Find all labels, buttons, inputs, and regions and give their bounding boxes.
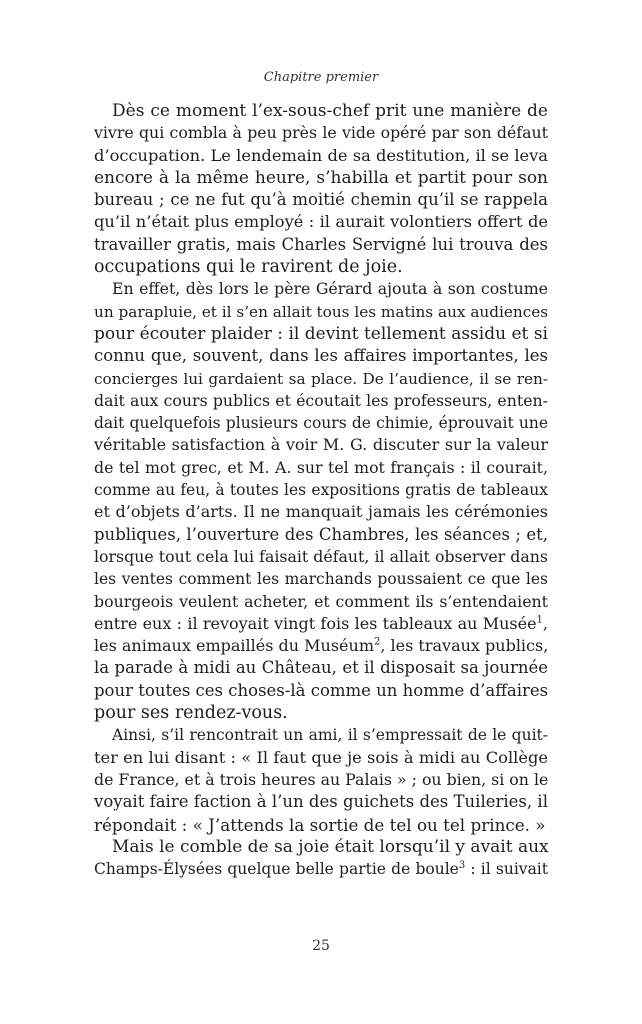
text-run: voyait faire faction à l’un des guichets des Tuileries, il bbox=[94, 792, 548, 812]
text-run: la parade à midi au Château, et il disposait sa journée bbox=[94, 658, 548, 678]
text-run: comme au feu, à toutes les expositions gratis de tableaux bbox=[94, 481, 548, 500]
text-line bbox=[94, 278, 548, 300]
text-run: pour toutes ces choses-là comme un homme d’affaires bbox=[94, 680, 549, 700]
text-line bbox=[94, 501, 548, 523]
text-run: travailler gratis, mais Charles Servigné lui trouva des bbox=[94, 234, 548, 254]
text-run: de France, et à trois heures au Palais » ; ou bien, si on le bbox=[94, 769, 549, 789]
text-line bbox=[94, 702, 548, 724]
text-run: , bbox=[542, 613, 548, 633]
text-run: bureau ; ce ne fut qu’à moitié chemin qu’il se rappela bbox=[94, 190, 548, 210]
text-line bbox=[94, 814, 548, 836]
text-run: les ventes comment les marchands poussaient ce que les bbox=[94, 570, 548, 589]
text-run: un parapluie, et il s’en allait tous les matins aux audiences bbox=[94, 302, 549, 321]
text-line bbox=[94, 657, 548, 679]
text-line bbox=[94, 434, 548, 456]
text-run: répondait : « J’attends la sortie de tel ou tel prince. » bbox=[94, 814, 546, 835]
text-line bbox=[94, 457, 548, 479]
text-run: connu que, souvent, dans les affaires importantes, les bbox=[94, 346, 548, 366]
text-line bbox=[94, 791, 548, 813]
text-run: véritable satisfaction à voir M. G. discuter sur la valeur bbox=[94, 435, 548, 455]
text-run: dait aux cours publics et écoutait les professeurs, enten- bbox=[94, 390, 548, 410]
text-run: Dès ce moment l’ex-sous-chef prit une manière de bbox=[112, 101, 548, 121]
text-run: : il suivait bbox=[465, 860, 548, 879]
body-text bbox=[94, 100, 548, 880]
text-run: vivre qui combla à peu près le vide opéré par son défaut bbox=[94, 123, 548, 143]
text-run: En effet, dès lors le père Gérard ajouta à son costume bbox=[112, 279, 548, 299]
text-line bbox=[94, 858, 548, 880]
text-line bbox=[94, 234, 548, 256]
text-line bbox=[94, 345, 548, 367]
text-line bbox=[94, 613, 548, 635]
text-line bbox=[94, 568, 548, 590]
page-number: 25 bbox=[312, 938, 330, 954]
text-line bbox=[94, 836, 548, 858]
text-line bbox=[94, 100, 548, 122]
text-run: d’occupation. Le lendemain de sa destitution, il se leva bbox=[94, 145, 548, 165]
text-run: publiques, l’ouverture des Chambres, les séances ; et, bbox=[94, 524, 548, 544]
text-run: pour écouter plaider : il devint tellement assidu et si bbox=[94, 323, 548, 344]
text-line bbox=[94, 724, 548, 746]
text-run: qu’il n’était plus employé : il aurait volontiers offert de bbox=[94, 212, 548, 232]
text-line bbox=[94, 145, 548, 167]
text-line bbox=[94, 412, 548, 434]
text-run: lorsque tout cela lui faisait défaut, il allait observer dans bbox=[94, 546, 548, 566]
text-line bbox=[94, 635, 548, 657]
footnote-ref: 2 bbox=[373, 636, 381, 648]
text-run: bourgeois veulent acheter, et comment ils s’entendaient bbox=[94, 591, 548, 611]
text-run: pour ses rendez-vous. bbox=[94, 703, 288, 724]
text-line bbox=[94, 747, 548, 769]
running-header: Chapitre premier bbox=[263, 70, 379, 85]
text-line bbox=[94, 591, 548, 613]
text-run: de tel mot grec, et M. A. sur tel mot français : il courait, bbox=[94, 457, 548, 477]
text-line bbox=[94, 769, 548, 791]
text-line bbox=[94, 524, 548, 546]
text-run: encore à la même heure, s’habilla et partit pour son bbox=[94, 167, 548, 188]
text-line bbox=[94, 122, 548, 144]
text-run: , les travaux publics, bbox=[380, 636, 549, 656]
text-run: les animaux empaillés du Muséum bbox=[94, 636, 374, 656]
footnote-ref: 1 bbox=[536, 614, 543, 626]
text-run: occupations qui le ravirent de joie. bbox=[94, 257, 403, 278]
text-run: ter en lui disant : « Il faut que je sois à midi au Collège bbox=[94, 747, 548, 767]
text-run: Champs-Élysées quelque belle partie de boule bbox=[94, 860, 459, 879]
text-line bbox=[94, 546, 548, 568]
text-run: Mais le comble de sa joie était lorsqu’il y avait aux bbox=[112, 836, 549, 857]
text-run: dait quelquefois plusieurs cours de chimie, éprouvait une bbox=[94, 414, 548, 433]
text-line bbox=[94, 167, 548, 189]
text-line bbox=[94, 301, 548, 323]
text-line bbox=[94, 189, 548, 211]
text-line bbox=[94, 680, 548, 702]
text-line bbox=[94, 256, 548, 278]
text-line bbox=[94, 323, 548, 345]
text-run: Ainsi, s’il rencontrait un ami, il s’empressait de le quit- bbox=[112, 726, 548, 745]
text-run: entre eux : il revoyait vingt fois les tableaux au Musée bbox=[94, 613, 537, 633]
footnote-ref: 3 bbox=[458, 859, 466, 871]
text-line bbox=[94, 211, 548, 233]
text-line bbox=[94, 368, 548, 390]
text-run: concierges lui gardaient sa place. De l’audience, il se ren- bbox=[94, 369, 548, 388]
text-run: et d’objets d’arts. Il ne manquait jamais les cérémonies bbox=[94, 502, 548, 522]
text-line bbox=[94, 390, 548, 412]
text-line bbox=[94, 479, 548, 501]
